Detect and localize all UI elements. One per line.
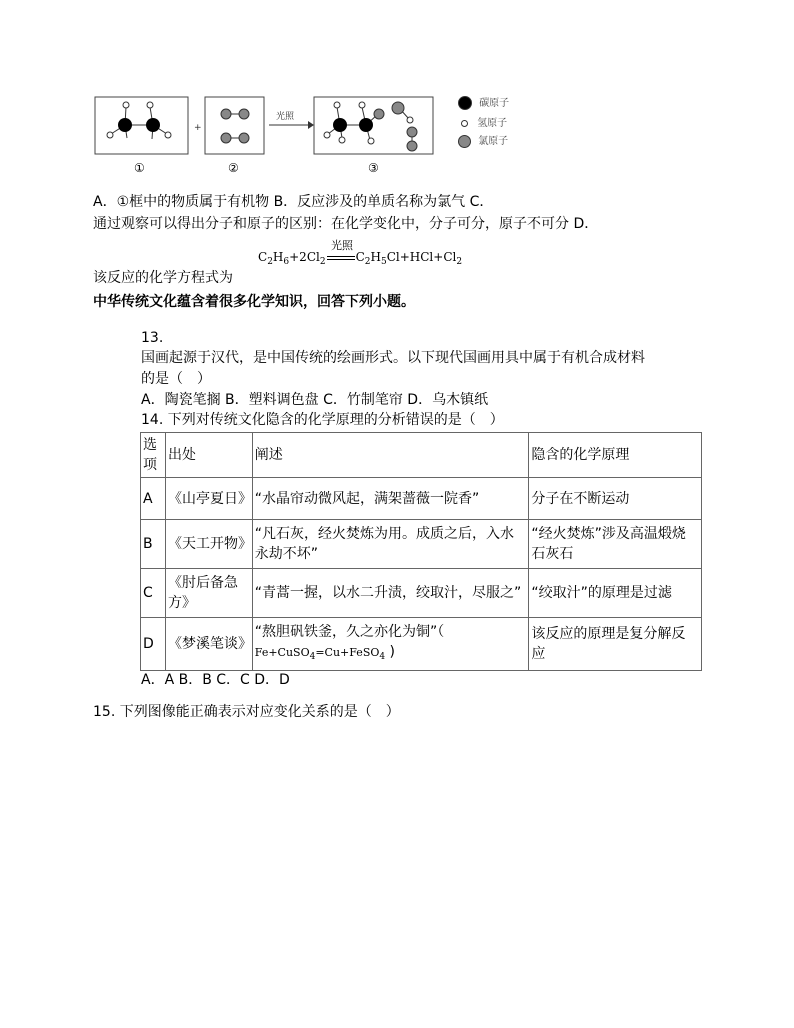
box2-label: ②: [228, 161, 239, 175]
header-cell: 隐含的化学原理: [529, 433, 702, 478]
q12-line-1: A．①框中的物质属于有机物 B．反应涉及的单质名称为氯气 C．: [93, 194, 494, 210]
q13-number: 13.: [141, 330, 164, 346]
text-cell-quote: “熬胆矾铁釜，久之亦化为铜”（: [254, 623, 445, 640]
q13-stem-2: 的是（ ）: [141, 371, 211, 387]
carbon-atom-icon: [458, 96, 472, 110]
text-cell: “青蒿一握，以水二升渍，绞取汁，尽服之”: [252, 569, 529, 618]
source-cell: 《山亭夏日》: [165, 478, 252, 520]
table-row: [141, 618, 702, 671]
legend-item-chlorine: [458, 132, 508, 148]
text-cell: “熬胆矾铁釜，久之亦化为铜”（ Fe+CuSO$_4$=Cu+FeSO$_4$ ): [252, 618, 529, 671]
legend-label: 氢原子: [477, 118, 508, 129]
option-cell: A: [141, 478, 166, 520]
q14-table: [140, 432, 702, 671]
box3-label: ③: [368, 161, 379, 175]
q15-stem: 15. 下列图像能正确表示对应变化关系的是（ ）: [93, 704, 400, 720]
header-cell: 阐述: [252, 433, 529, 478]
principle-cell: 该反应的原理是复分解反应: [529, 618, 702, 671]
legend-item-hydrogen: [461, 114, 507, 129]
option-cell: C: [141, 569, 166, 618]
principle-cell: “绞取汁”的原理是过滤: [529, 569, 702, 618]
table-row: [141, 478, 702, 520]
arrow-label: 光照: [276, 112, 295, 122]
legend-label: 氯原子: [478, 136, 509, 147]
legend-label: 碳原子: [479, 98, 510, 109]
diagram-legend: [458, 94, 548, 154]
chemical-equation: [258, 237, 478, 267]
iron-copper-equation: Fe+CuSO$_4$=Cu+FeSO$_4$: [254, 645, 386, 662]
section-heading: 中华传统文化蕴含着很多化学知识，回答下列小题。: [93, 294, 415, 310]
principle-cell: “经火焚炼”涉及高温煅烧石灰石: [529, 520, 702, 569]
equation-condition: 光照: [331, 239, 353, 252]
table-row: [141, 569, 702, 618]
q14-stem: 14. 下列对传统文化隐含的化学原理的分析错误的是（ ）: [141, 412, 504, 428]
table-row: [141, 520, 702, 569]
text-cell: “凡石灰，经火焚炼为用。成质之后，入水永劫不坏”: [252, 520, 529, 569]
source-cell: 《天工开物》: [165, 520, 252, 569]
reaction-arrow: [269, 121, 314, 129]
hydrogen-atom-icon: [461, 120, 468, 127]
q13-stem-1: 国画起源于汉代，是中国传统的绘画形式。以下现代国画用具中属于有机合成材料: [141, 350, 645, 366]
source-cell: 《梦溪笔谈》: [165, 618, 252, 671]
product-molecules: [324, 102, 417, 151]
q12-line-3: 该反应的化学方程式为: [93, 270, 233, 286]
chlorine-molecules: [221, 109, 249, 143]
header-cell: 选项: [141, 433, 166, 478]
box1-label: ①: [134, 161, 145, 175]
table-header-row: [141, 433, 702, 478]
q14-options: A．A B．B C．C D．D: [141, 672, 290, 688]
legend-item-carbon: [458, 94, 509, 110]
chlorine-atom-icon: [458, 135, 471, 148]
header-cell: 出处: [165, 433, 252, 478]
ethane-molecule: [107, 102, 171, 139]
option-cell: B: [141, 520, 166, 569]
plus-sign: +: [194, 123, 202, 133]
source-cell: 《肘后备急方》: [165, 569, 252, 618]
equation-body: $C_2H_6+2Cl_2$ $C_2H_5Cl+HCl+Cl_2$: [258, 250, 463, 267]
q13-options: A．陶瓷笔搁 B．塑料调色盘 C．竹制笔帘 D．乌木镇纸: [141, 392, 489, 408]
option-cell: D: [141, 618, 166, 671]
principle-cell: 分子在不断运动: [529, 478, 702, 520]
q12-line-2: 通过观察可以得出分子和原子的区别：在化学变化中，分子可分，原子不可分 D．: [93, 216, 599, 232]
text-cell: “水晶帘动微风起，满架蔷薇一院香”: [252, 478, 529, 520]
